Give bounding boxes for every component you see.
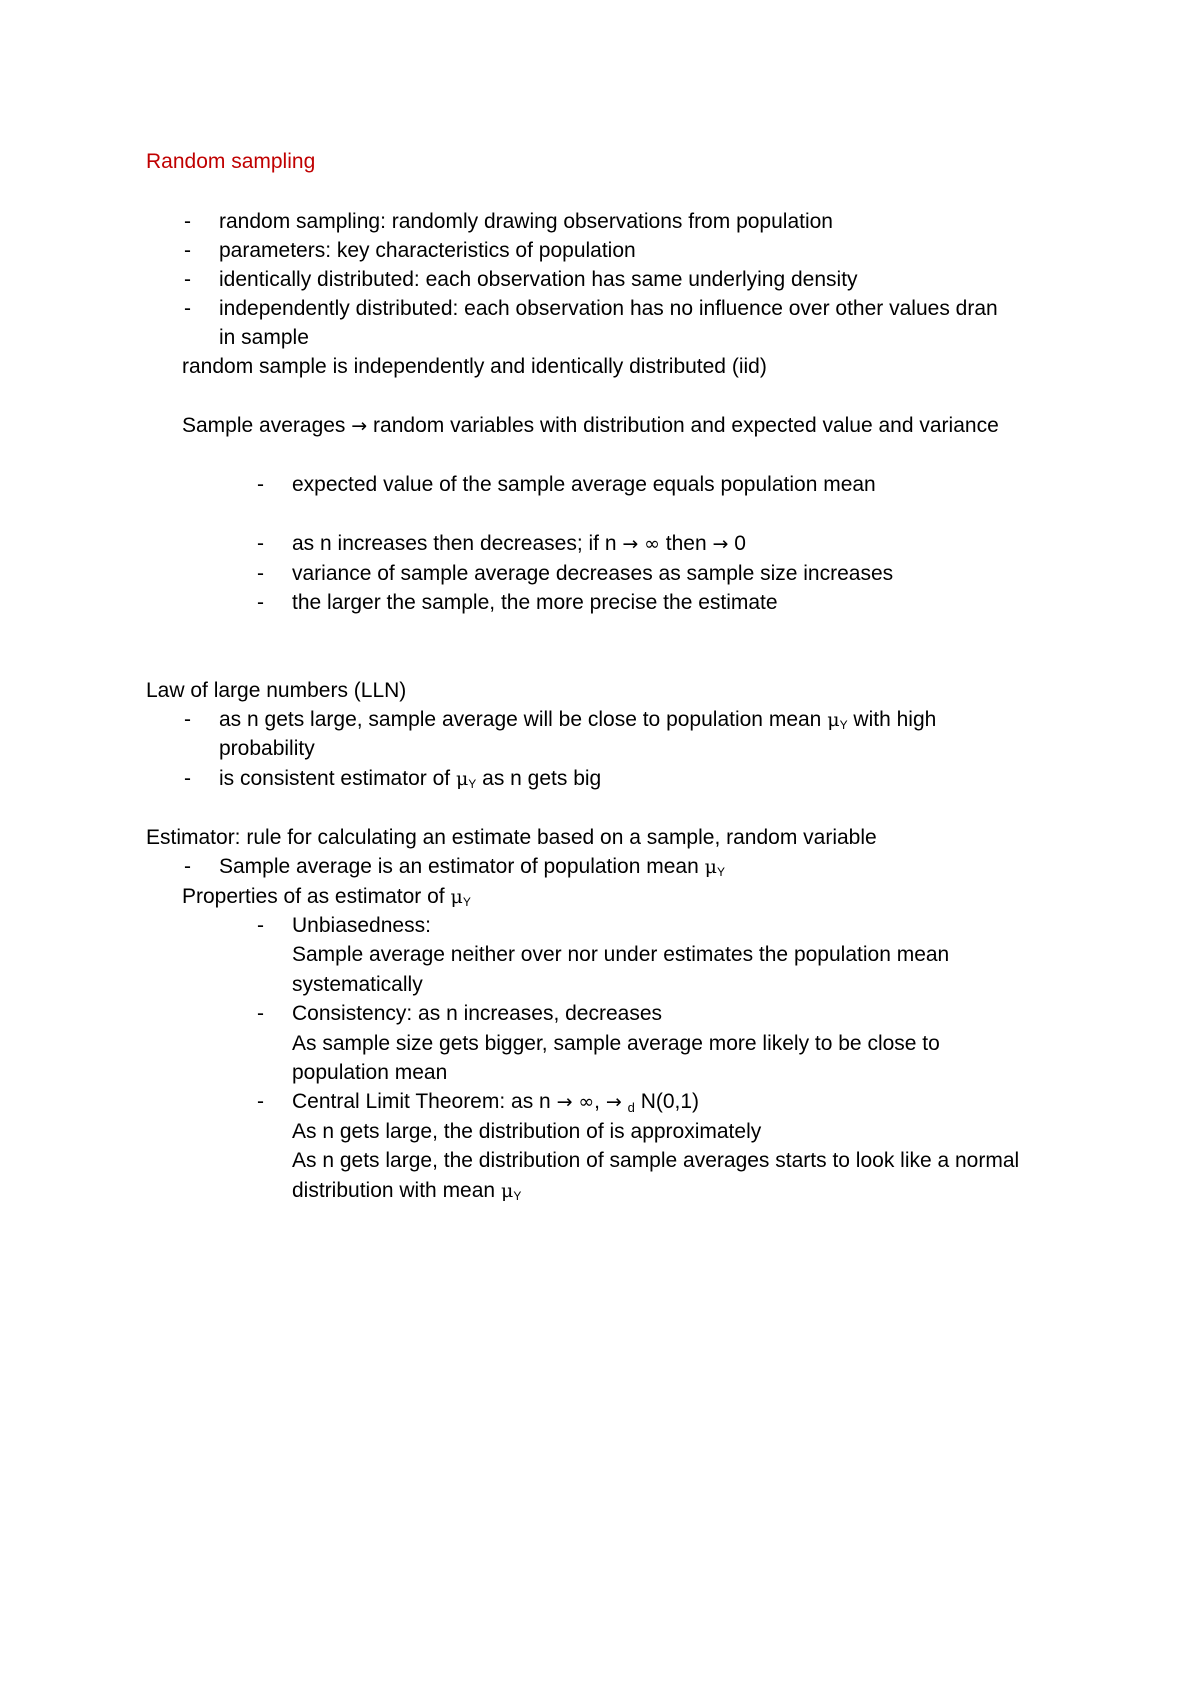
subscript-d: d: [627, 1100, 635, 1115]
arrow-right-icon: →: [712, 533, 729, 555]
estimator-definition: Estimator: rule for calculating an estimate based on a sample, random variable: [146, 826, 877, 849]
bullet-dash: -: [184, 210, 191, 233]
as-n-text-a: as n increases then decreases; if n: [292, 532, 617, 555]
as-n-text-b: then: [665, 532, 707, 555]
consistency-title: Consistency: as n increases, decreases: [292, 1002, 663, 1025]
bullet-identically: identically distributed: each observation has same underlying density: [219, 268, 858, 291]
bullet-dash: -: [184, 268, 191, 291]
clt-text-b: N(0,1): [640, 1090, 700, 1113]
bullet-dash: -: [257, 473, 264, 496]
unbiasedness-line-1: Sample average neither over nor under estimates the population mean: [292, 943, 950, 966]
sample-averages-line: [182, 412, 999, 440]
consistency-line-1: As sample size gets bigger, sample average more likely to be close to: [292, 1032, 940, 1055]
lln-bullet-1-cont: probability: [219, 737, 315, 760]
clt-comma: ,: [594, 1090, 600, 1113]
estimator-b1-text: Sample average is an estimator of population mean: [219, 855, 699, 878]
mu-symbol: μ: [704, 856, 717, 878]
bullet-independently: independently distributed: each observation has no influence over other values dran: [219, 297, 998, 320]
bullet-dash: -: [184, 297, 191, 320]
clt-line-1: As n gets large, the distribution of is approximately: [292, 1120, 762, 1143]
consistency-line-2: population mean: [292, 1061, 448, 1084]
subscript-y: Y: [462, 895, 471, 909]
arrow-right-icon: →: [351, 415, 368, 437]
mu-symbol: μ: [827, 709, 840, 731]
clt-line-3: [292, 1177, 521, 1210]
bullet-random-sampling: random sampling: randomly drawing observations from population: [219, 210, 833, 233]
lln-bullet-2: [219, 765, 601, 798]
bullet-dash: -: [257, 914, 264, 937]
estimator-bullet-1: [219, 853, 725, 886]
heading-lln: Law of large numbers (LLN): [146, 679, 407, 702]
mu-symbol: μ: [500, 1180, 514, 1202]
bullet-dash: -: [257, 562, 264, 585]
subscript-y: Y: [513, 1189, 522, 1203]
sub-bullet-larger: the larger the sample, the more precise the estimate: [292, 591, 778, 614]
bullet-dash: -: [184, 708, 191, 731]
clt-text-3: distribution with mean: [292, 1179, 496, 1202]
lln-b1-text-a: as n gets large, sample average will be close to population mean: [219, 708, 822, 731]
arrow-right-icon: →: [622, 533, 639, 555]
sample-averages-rest: random variables with distribution and expected value and variance: [373, 414, 999, 437]
subscript-y: Y: [839, 718, 848, 732]
clt-title: [292, 1088, 699, 1122]
infinity-icon: ∞: [644, 533, 660, 555]
clt-text-a: Central Limit Theorem: as n: [292, 1090, 551, 1113]
heading-random-sampling: Random sampling: [146, 150, 316, 173]
lln-b1-text-b: with high: [853, 708, 937, 731]
clt-line-2: As n gets large, the distribution of sample averages starts to look like a normal: [292, 1149, 1020, 1172]
unbiasedness-line-2: systematically: [292, 973, 423, 996]
bullet-dash: -: [184, 239, 191, 262]
sub-bullet-expected: expected value of the sample average equals population mean: [292, 473, 876, 496]
sub-bullet-variance: variance of sample average decreases as sample size increases: [292, 562, 894, 585]
mu-symbol: μ: [455, 768, 469, 790]
properties-text: Properties of as estimator of: [182, 885, 445, 908]
arrow-right-icon: →: [556, 1091, 573, 1113]
bullet-parameters: parameters: key characteristics of population: [219, 239, 636, 262]
lln-bullet-1: [219, 706, 936, 739]
sub-bullet-as-n-increases: [292, 530, 746, 558]
bullet-dash: -: [184, 767, 191, 790]
mu-symbol: μ: [450, 886, 463, 908]
sample-averages-lead: Sample averages: [182, 414, 346, 437]
bullet-independently-cont: in sample: [219, 326, 309, 349]
subscript-y: Y: [468, 777, 477, 791]
lln-b2-text-a: is consistent estimator of: [219, 767, 451, 790]
bullet-dash: -: [184, 855, 191, 878]
iid-note: random sample is independently and identically distributed (iid): [182, 355, 767, 378]
unbiasedness-title: Unbiasedness:: [292, 914, 431, 937]
arrow-right-icon: →: [605, 1091, 622, 1113]
bullet-dash: -: [257, 1002, 264, 1025]
bullet-dash: -: [257, 532, 264, 555]
bullet-dash: -: [257, 591, 264, 614]
as-n-text-c: 0: [734, 532, 746, 555]
subscript-y: Y: [716, 865, 725, 879]
bullet-dash: -: [257, 1090, 264, 1113]
lln-b2-text-b: as n gets big: [482, 767, 602, 790]
infinity-icon: ∞: [578, 1091, 595, 1113]
